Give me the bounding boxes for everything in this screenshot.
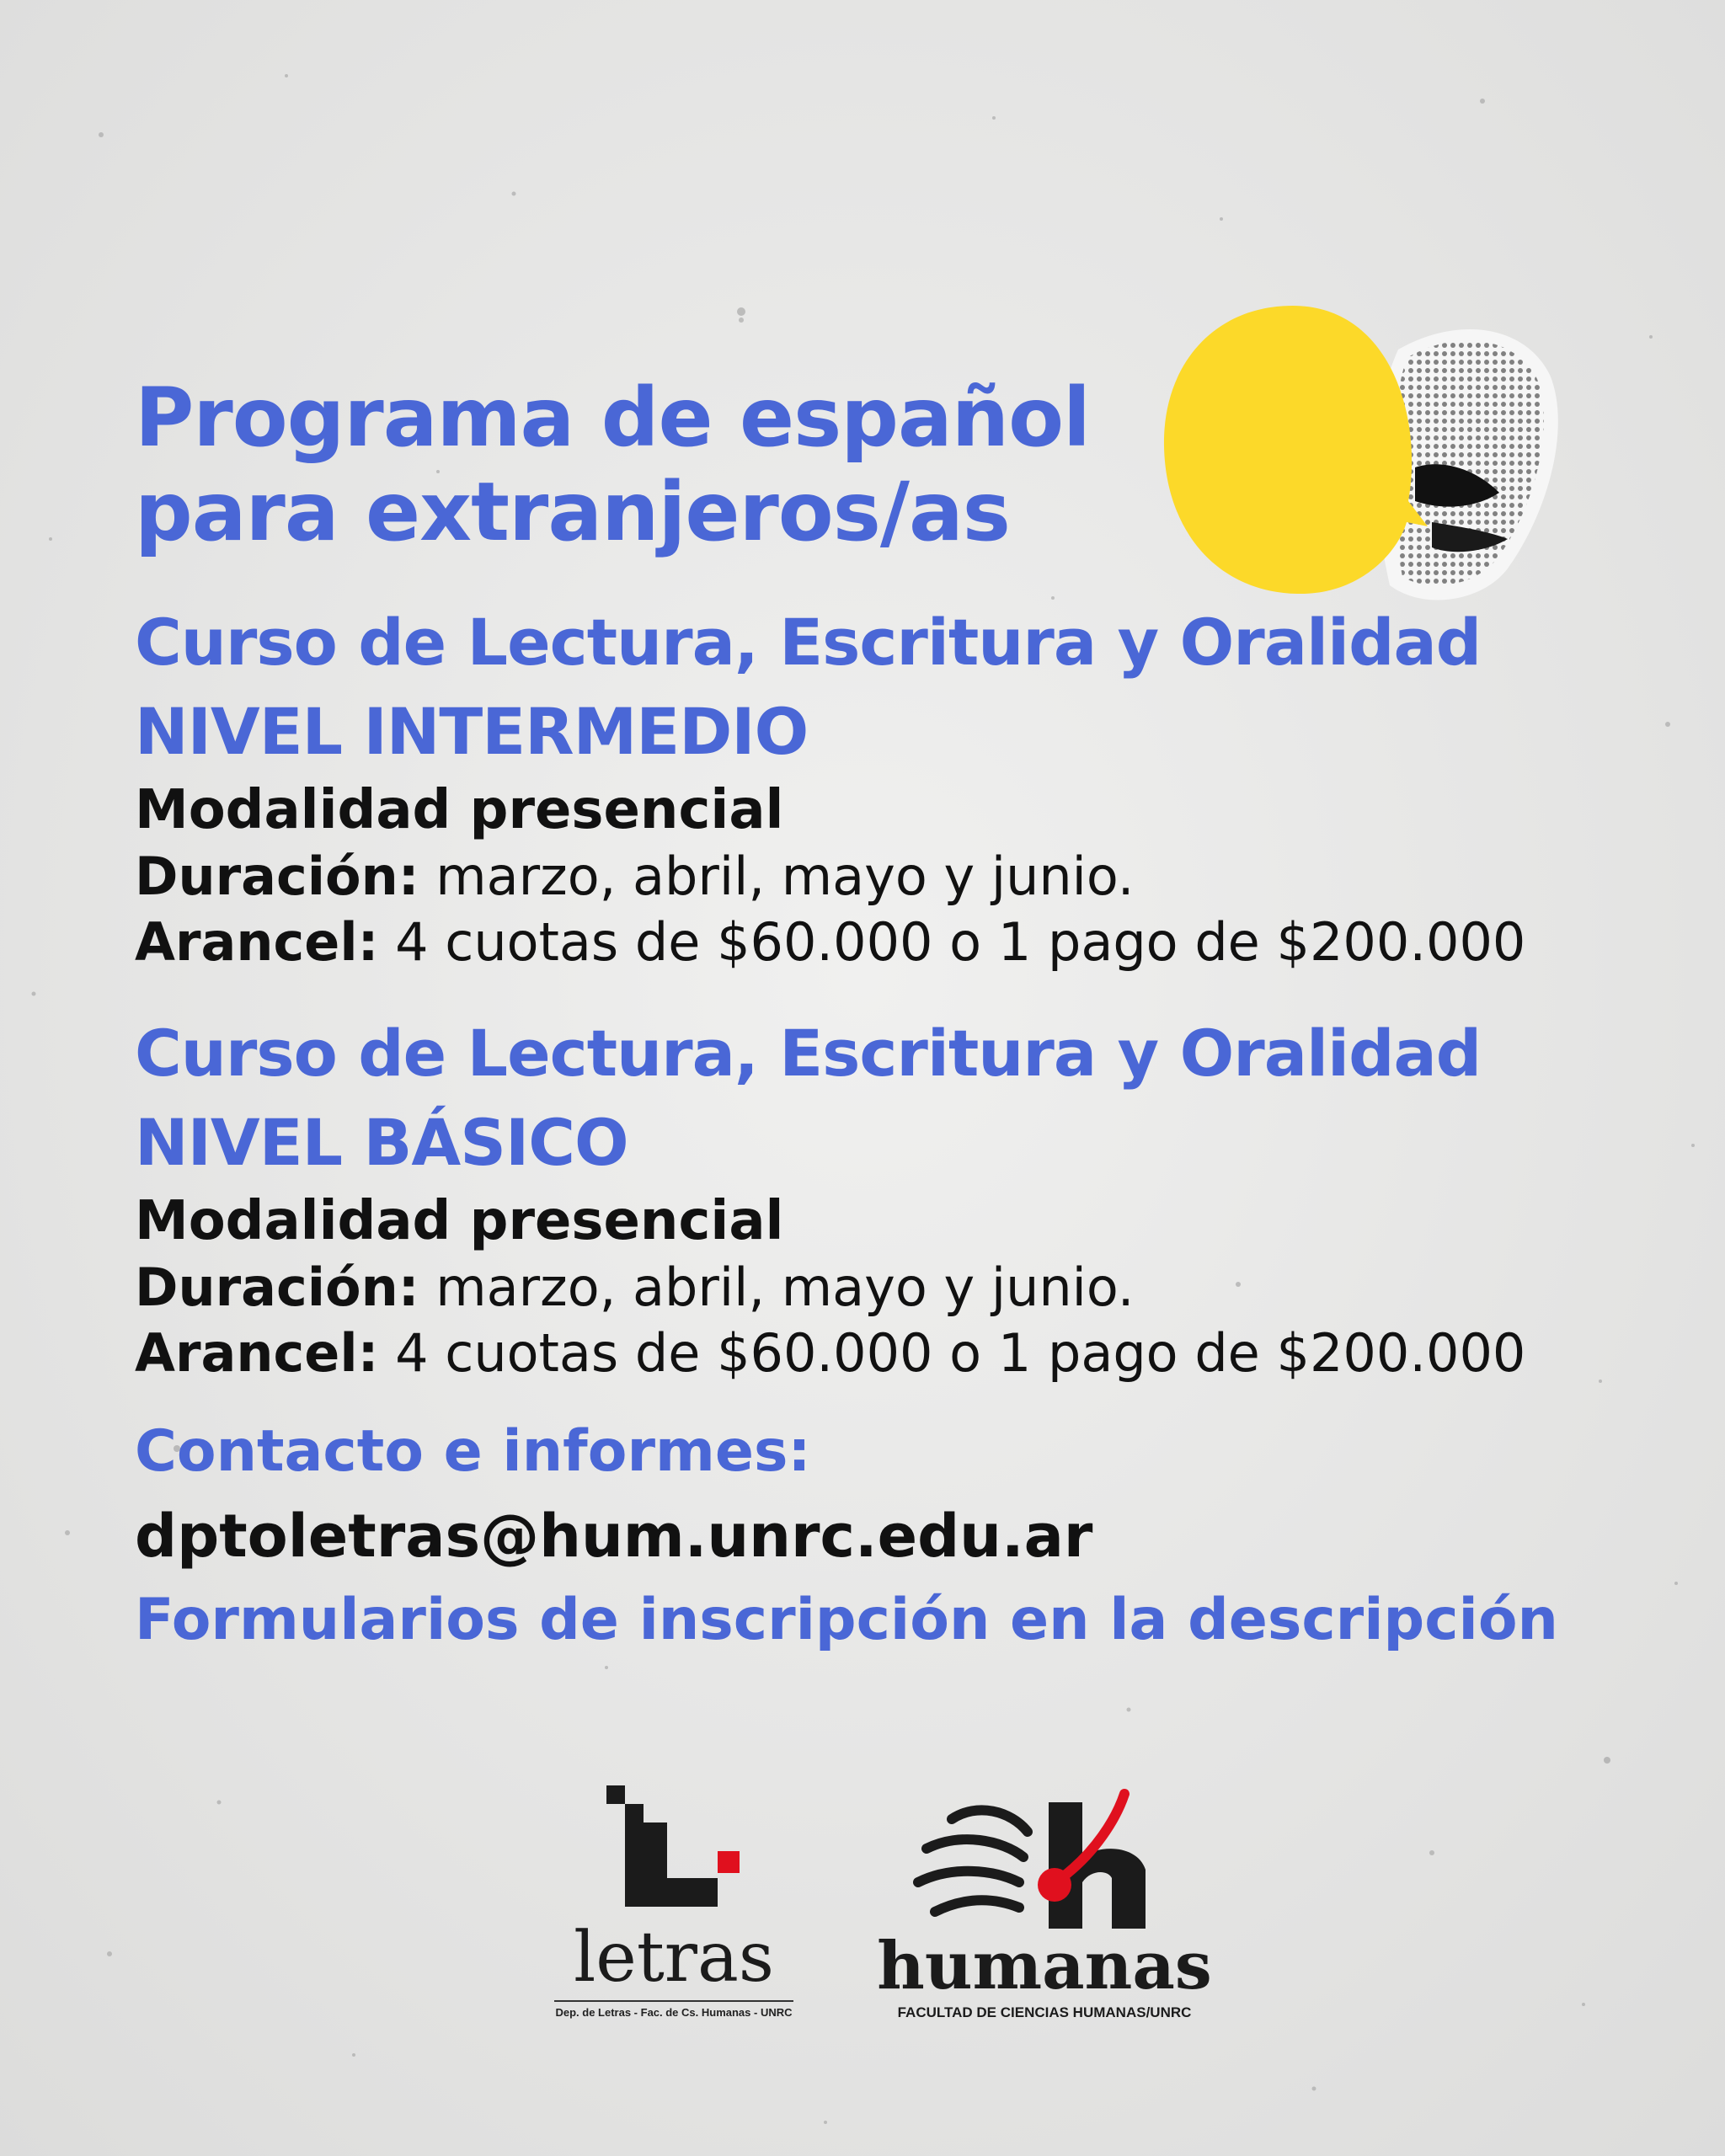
course-name: Curso de Lectura, Escritura y Oralidad: [135, 605, 1482, 680]
title-line-2: para extranjeros/as: [135, 465, 1010, 559]
page-title: [135, 371, 1634, 559]
main-content: [135, 371, 1634, 1661]
course-fee: [135, 910, 1634, 975]
course-title: [135, 1009, 1634, 1187]
fee-label: Arancel:: [135, 911, 379, 973]
course-title: [135, 598, 1634, 776]
course-duration: [135, 1255, 1634, 1321]
duration-value: marzo, abril, mayo y junio.: [419, 846, 1135, 907]
contact-section: [135, 1412, 1634, 1661]
course-fee: [135, 1321, 1634, 1386]
fee-label: Arancel:: [135, 1322, 379, 1384]
duration-label: Duración:: [135, 1257, 419, 1318]
forms-note: Formularios de inscripción en la descripción: [135, 1587, 1558, 1653]
contact-title: Contacto e informes:: [135, 1418, 811, 1485]
duration-label: Duración:: [135, 846, 419, 907]
course-modality: Modalidad presencial: [135, 779, 784, 841]
letras-logo: [547, 1777, 800, 2030]
fee-value: 4 cuotas de $60.000 o 1 pago de $200.000: [378, 911, 1526, 973]
course-name: Curso de Lectura, Escritura y Oralidad: [135, 1016, 1482, 1091]
letras-wordmark: letras: [574, 1918, 774, 1998]
humanas-subtitle: FACULTAD DE CIENCIAS HUMANAS/UNRC: [897, 2004, 1192, 2020]
course-modality: Modalidad presencial: [135, 1190, 784, 1252]
duration-value: marzo, abril, mayo y junio.: [419, 1257, 1135, 1318]
humanas-wordmark: humanas: [877, 1928, 1212, 2004]
humanas-mark-icon: [901, 1785, 1188, 1937]
course-level: NIVEL INTERMEDIO: [135, 694, 809, 769]
letras-divider: [554, 2000, 793, 2002]
course-level: NIVEL BÁSICO: [135, 1105, 628, 1180]
course-intermediate: [135, 598, 1634, 975]
title-line-1: Programa de español: [135, 371, 1090, 465]
humanas-logo: [868, 1785, 1221, 2030]
letras-mark-icon: [606, 1785, 741, 1920]
contact-email-link[interactable]: dptoletras@hum.unrc.edu.ar: [135, 1502, 1093, 1571]
fee-value: 4 cuotas de $60.000 o 1 pago de $200.000: [378, 1322, 1526, 1384]
course-basic: [135, 1009, 1634, 1386]
course-duration: [135, 844, 1634, 910]
letras-subtitle: Dep. de Letras - Fac. de Cs. Humanas - UNRC: [555, 2006, 793, 2019]
